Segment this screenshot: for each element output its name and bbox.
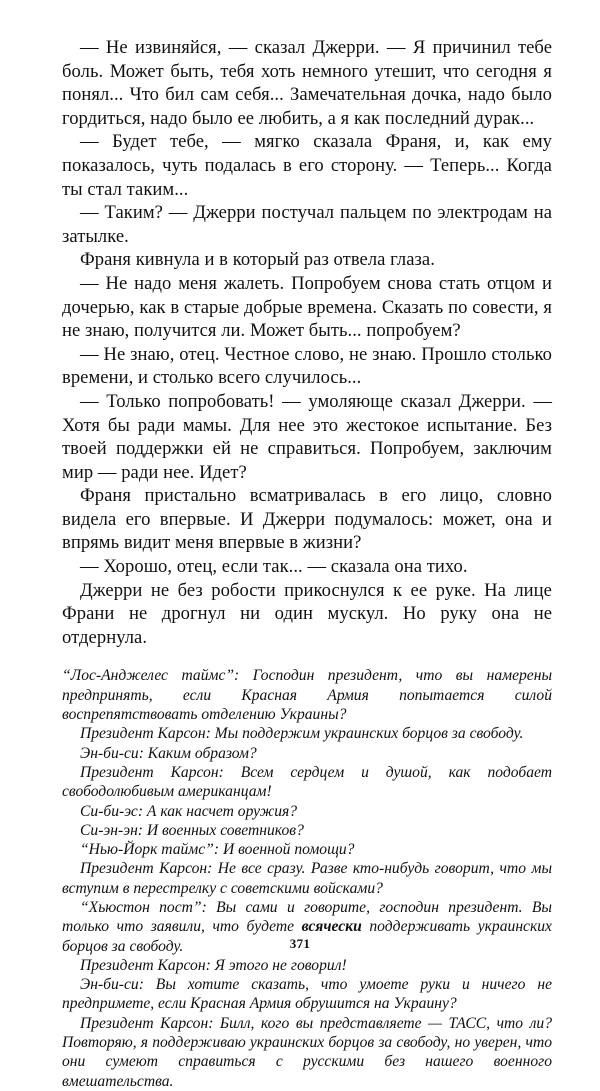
paragraph: — Не извиняйся, — сказал Джерри. — Я причинил тебе боль. Может быть, тебя хоть немного утешит, что сегодня я понял... Что бил сам себя... Замечательная дочка, надо было гордиться, надо было ее любить, а я как последний дурак... (62, 37, 552, 129)
paragraph: — Не знаю, отец. Честное слово, не знаю. Прошло столько времени, и столько всего случилось... (62, 343, 552, 389)
transcript-line: Эн-би-си: Каким образом? (80, 744, 257, 762)
transcript-text: поддерживать украинских борцов за свободу. (62, 918, 552, 955)
paragraph: Джерри не без робости прикоснулся к ее руке. На лице Франи не дрогнул ни один мускул. Но руку она не отдернула. (62, 579, 552, 648)
transcript-line: Президент Карсон: Не все сразу. Разве кто-нибудь говорит, что мы вступим в перестрелку с советскими войсками? (62, 860, 552, 897)
paragraph: Франя кивнула и в который раз отвела глаза. (80, 249, 435, 271)
paragraph: — Хорошо, отец, если так... — сказала она тихо. (80, 556, 468, 578)
transcript-line: Президент Карсон: Я этого не говорил! (80, 956, 347, 974)
transcript-line: Президент Карсон: Билл, кого вы представляете — ТАСС, что ли? Повторяю, я поддерживаю украинских борцов за свободу, но уверен, что они сумеют справиться с русскими без нашего военного вмешательства. (62, 1014, 552, 1090)
transcript-line: “Нью-Йорк таймс”: И военной помощи? (80, 841, 355, 859)
page-number: 371 (289, 936, 311, 951)
book-page (62, 36, 552, 1091)
paragraph: — Будет тебе, — мягко сказала Франя, и, как ему показалось, чуть подалась в его сторону. — Теперь... Когда ты стал таким... (62, 131, 552, 200)
transcript-line: Президент Карсон: Всем сердцем и душой, как подобает свободолюбивым американцам! (62, 763, 552, 801)
paragraph: Франя пристально всматривалась в его лицо, словно видела его впервые. И Джерри подумалось: может, она и впрямь видит меня впервые в жизни? (62, 485, 552, 554)
transcript-line: Си-би-эс: А как насчет оружия? (80, 802, 298, 820)
transcript-line: Си-эн-эн: И военных советников? (80, 821, 304, 839)
paragraph: — Не надо меня жалеть. Попробуем снова стать отцом и дочерью, как в старые добрые времена. Сказать по совести, я не знаю, получится ли. Может быть... попробуем? (62, 272, 552, 342)
emphasized-word: всячески (301, 918, 362, 936)
transcript-line: Президент Карсон: Мы поддержим украинских борцов за свободу. (80, 725, 524, 743)
narrative-text (62, 36, 552, 649)
press-conference-transcript (62, 666, 552, 1091)
transcript-line: “Лос-Анджелес таймс”: Господин президент, что вы намерены предпринять, если Красная Армия попытается силой воспрепятствовать отделению Украины? (62, 667, 552, 724)
paragraph: — Таким? — Джерри постучал пальцем по электродам на затылке. (62, 202, 552, 247)
paragraph: — Только попробовать! — умоляюще сказал Джерри. — Хотя бы ради мамы. Для нее это жестокое испытание. Без твоей поддержки ей не справиться. Попробуем, заключим мир — ради нее. Идет? (62, 390, 552, 483)
transcript-text: “Хьюстон пост”: Вы сами и говорите, господин президент. Вы только что заявили, что будете (62, 899, 552, 936)
transcript-line: Эн-би-си: Вы хотите сказать, что умоете руки и ничего не предпримете, если Красная Армия обрушится на Украину? (62, 976, 552, 1013)
